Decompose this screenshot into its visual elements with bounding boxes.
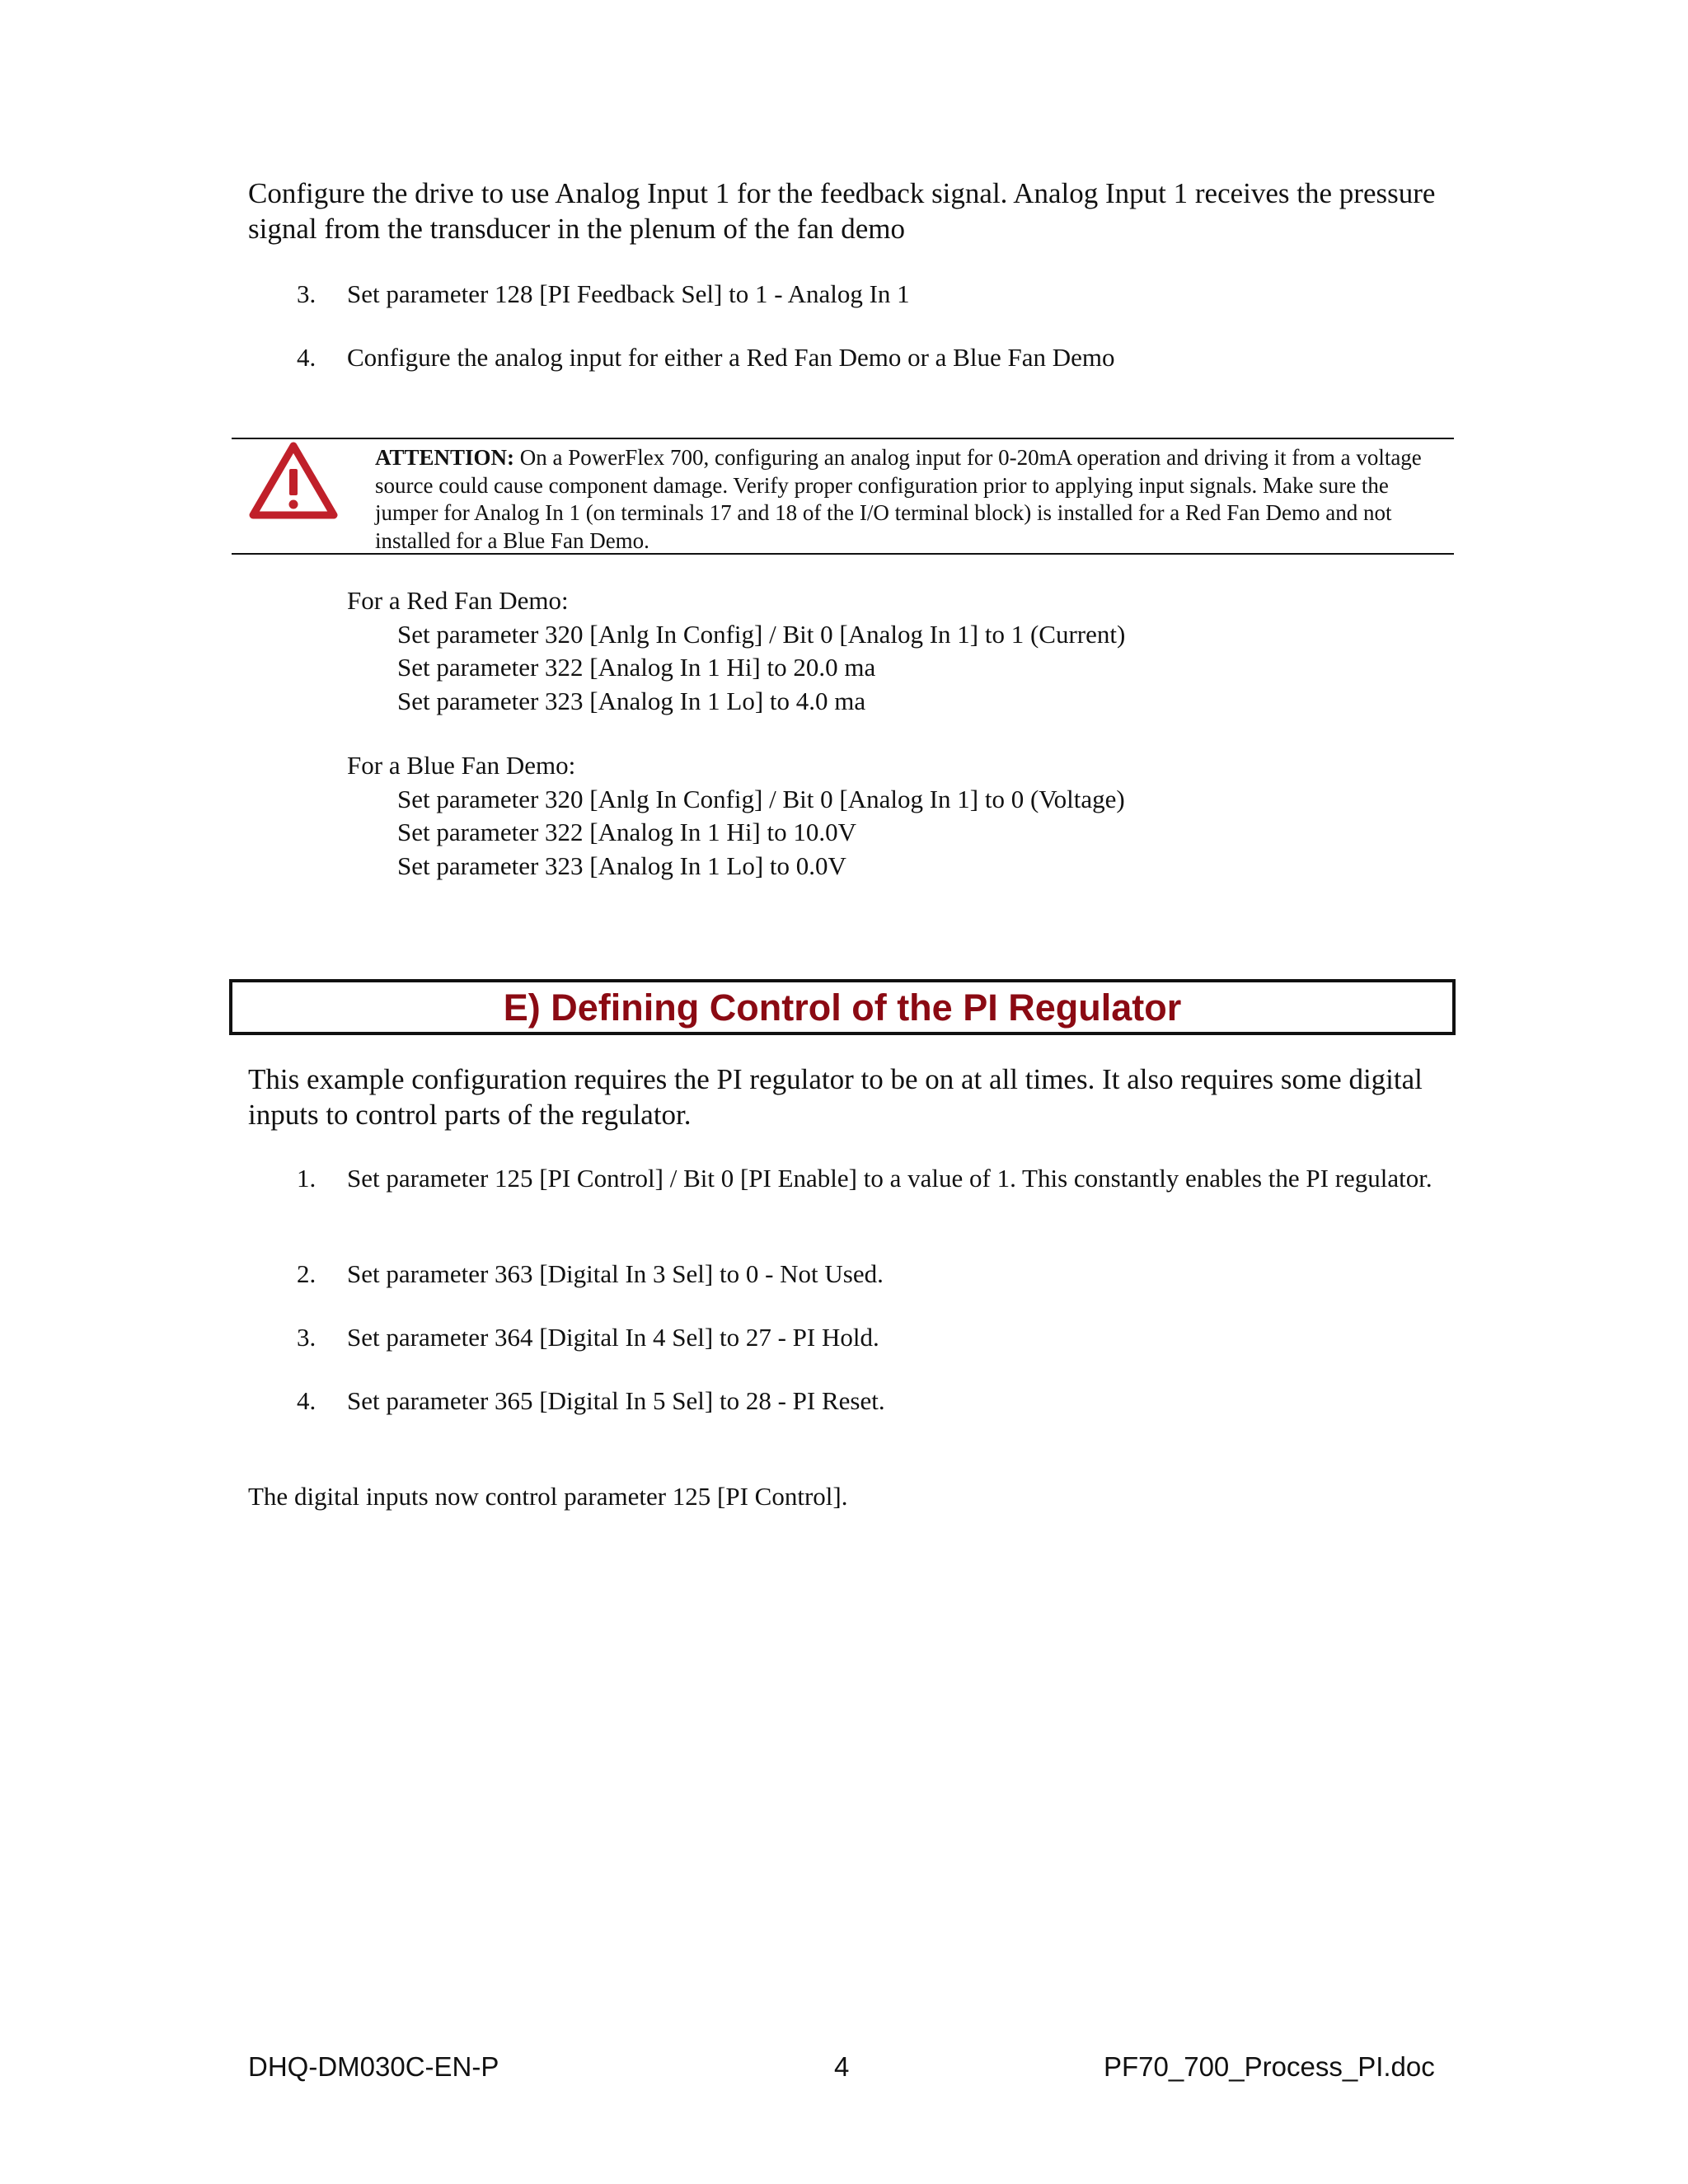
section-heading-box <box>229 979 1456 1035</box>
attention-text <box>375 444 1447 555</box>
closing-sentence: The digital inputs now control parameter 125 [PI Control]. <box>248 1482 848 1511</box>
red-demo-line: Set parameter 320 [Anlg In Config] / Bit 0 [Analog In 1] to 1 (Current) <box>397 619 1126 649</box>
red-fan-demo-block <box>347 584 1125 718</box>
blue-demo-line: Set parameter 323 [Analog In 1 Lo] to 0.0V <box>397 851 846 880</box>
blue-fan-demo-block <box>347 749 1125 883</box>
step-text: Set parameter 365 [Digital In 5 Sel] to 28 - PI Reset. <box>347 1386 885 1415</box>
step-number: 3. <box>297 279 316 308</box>
step-number: 4. <box>297 343 316 372</box>
footer-filename: PF70_700_Process_PI.doc <box>1104 2051 1435 2082</box>
red-demo-title: For a Red Fan Demo: <box>347 586 569 615</box>
section-title: E) Defining Control of the PI Regulator <box>503 987 1182 1029</box>
step-text: Set parameter 125 [PI Control] / Bit 0 [PI Enable] to a value of 1. This constantly enables the PI regulator. <box>347 1164 1432 1193</box>
footer-doc-id: DHQ-DM030C-EN-P <box>248 2051 499 2082</box>
attention-notice <box>232 438 1454 555</box>
step-number: 3. <box>297 1323 316 1352</box>
step-text: Set parameter 128 [PI Feedback Sel] to 1 - Analog In 1 <box>347 279 910 308</box>
step-number: 4. <box>297 1386 316 1415</box>
step-text: Set parameter 363 [Digital In 3 Sel] to 0 - Not Used. <box>347 1259 884 1288</box>
red-demo-line: Set parameter 322 [Analog In 1 Hi] to 20.0 ma <box>397 653 876 682</box>
attention-body: On a PowerFlex 700, configuring an analog input for 0-20mA operation and driving it from a voltage source could cause component damage. Verify proper configuration prior to applying input signals. Make sure the jumper for Analog In 1 (on terminals 17 and 18 of the I/O terminal block) is installed for a Red Fan Demo and not installed for a Blue Fan Demo. <box>375 445 1422 553</box>
step-text: Configure the analog input for either a Red Fan Demo or a Blue Fan Demo <box>347 343 1115 372</box>
blue-demo-line: Set parameter 322 [Analog In 1 Hi] to 10.0V <box>397 818 857 846</box>
warning-triangle-icon <box>248 439 339 522</box>
step-text: Set parameter 364 [Digital In 4 Sel] to 27 - PI Hold. <box>347 1323 879 1352</box>
attention-label: ATTENTION: <box>375 445 515 470</box>
blue-demo-title: For a Blue Fan Demo: <box>347 751 576 780</box>
footer-page-number: 4 <box>834 2051 850 2082</box>
step-number: 2. <box>297 1259 316 1288</box>
red-demo-line: Set parameter 323 [Analog In 1 Lo] to 4.0 ma <box>397 686 866 715</box>
blue-demo-line: Set parameter 320 [Anlg In Config] / Bit 0 [Analog In 1] to 0 (Voltage) <box>397 784 1125 813</box>
step-number: 1. <box>297 1164 316 1193</box>
intro-paragraph: Configure the drive to use Analog Input 1 for the feedback signal. Analog Input 1 receives the pressure signal from the transducer in the plenum of the fan demo <box>248 177 1436 245</box>
section-paragraph: This example configuration requires the PI regulator to be on at all times. It also requires some digital inputs to control parts of the regulator. <box>248 1063 1423 1131</box>
